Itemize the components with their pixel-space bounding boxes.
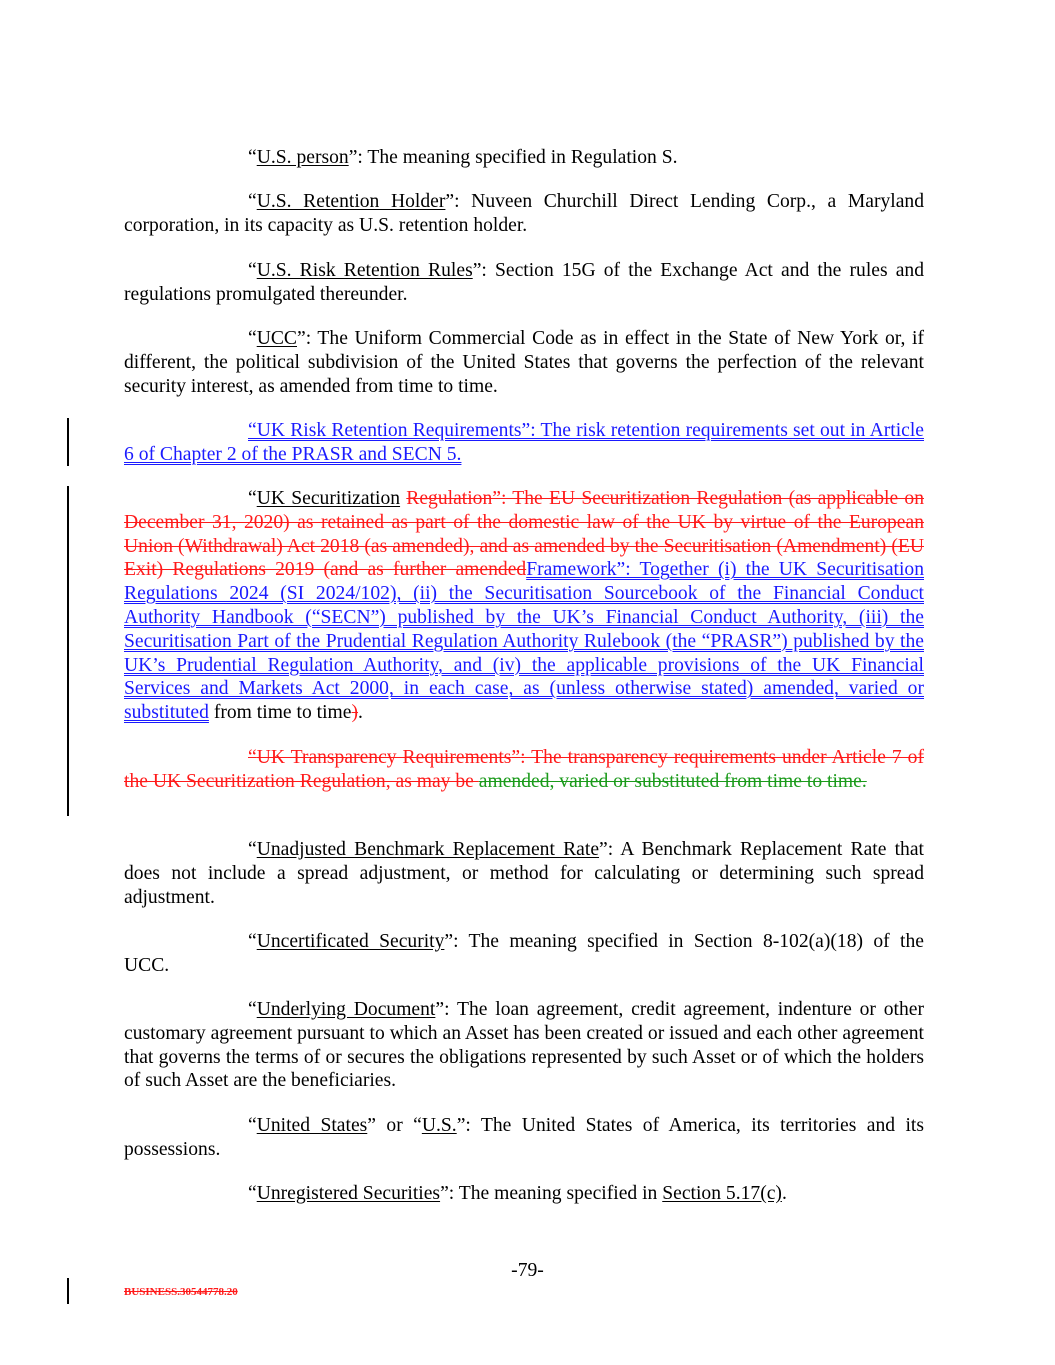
definition-underlying-document: “Underlying Document”: The loan agreement, credit agreement, indenture or other customary agreement pursuant to which an Asset has been created or issued and each other agreement that governs the terms of or secures the obligations represented by such Asset or of which the holders of such Asset are the beneficiaries.	[124, 999, 924, 1092]
term-ucc: UCC	[256, 328, 297, 349]
definition-uk-risk-retention-requirements	[124, 419, 924, 467]
inserted-text: Framework”: Together (i) the UK Securitisation Regulations 2024 (SI 2024/102), (ii) the Securitisation Sourcebook of the Financial Conduct Authority Handbook (“SECN”) published by the UK’s Financial Conduct Authority, (iii) the Securitisation Part of the Prudential Regulation Authority Rulebook (the “PRASR”) published by the UK’s Prudential Regulation Authority, and (iv) the applicable provisions of the UK Financial Services and Markets Act 2000, in each case, as (unless otherwise stated) amended, varied or substituted	[124, 559, 924, 724]
definition-unregistered-securities: “Unregistered Securities”: The meaning specified in Section 5.17(c).	[248, 1183, 787, 1204]
deleted-paren: )	[351, 702, 359, 724]
deleted-text: “UK Transparency Requirements”: The transparency requirements under Article 7 of the UK Securitization Regulation, as may be	[124, 747, 924, 792]
definition-us-person: “U.S. person”: The meaning specified in Regulation S.	[248, 147, 678, 168]
term-uk-securitization: UK Securitization	[256, 488, 401, 509]
page-number: -79-	[511, 1260, 544, 1281]
term-us-retention-holder: U.S. Retention Holder	[256, 191, 446, 212]
definition-us-retention-holder: “U.S. Retention Holder”: Nuveen Churchill Direct Lending Corp., a Maryland corporation, in its capacity as U.S. retention holder.	[124, 191, 925, 236]
definition-ucc: “UCC”: The Uniform Commercial Code as in effect in the State of New York or, if different, the political subdivision of the United States that governs the perfection of the relevant security interest, as amended from time to time.	[124, 328, 924, 397]
definition-uk-transparency-requirements	[124, 746, 924, 794]
term-united-states: United States	[256, 1115, 368, 1136]
definition-unadjusted-benchmark-replacement-rate: “Unadjusted Benchmark Replacement Rate”: A Benchmark Replacement Rate that does not include a spread adjustment, or method for calculating or determining such spread adjustment.	[124, 839, 924, 908]
term-us-person: U.S. person	[256, 147, 349, 168]
change-bar	[67, 1278, 69, 1304]
term-us-risk-retention-rules: U.S. Risk Retention Rules	[256, 260, 473, 281]
inserted-text: “UK Risk Retention Requirements”: The risk retention requirements set out in Article 6 of Chapter 2 of the PRASR and SECN 5.	[124, 420, 924, 465]
change-bar	[67, 716, 69, 816]
term-underlying-document: Underlying Document	[256, 999, 436, 1020]
definition-uk-securitization-framework: “UK Securitization Regulation”: The EU Securitization Regulation (as applicable on December 31, 2020) as retained as part of the domestic law of the UK by virtue of the European Union (Withdrawal) Act 2018 (as amended), and as amended by the Securitisation (Amendment) (EU Exit) Regulations 2019 (and as further amendedFramework”: Together (i) the UK Securitisation Regulations 2024 (SI 2024/102), (ii) the Securitisation Sourcebook of the Financial Conduct Authority Handbook (“SECN”) published by the UK’s Financial Conduct Authority, (iii) the Securitisation Part of the Prudential Regulation Authority Rulebook (the “PRASR”) published by the UK’s Prudential Regulation Authority, and (iv) the applicable provisions of the UK Financial Services and Markets Act 2000, in each case, as (unless otherwise stated) amended, varied or substituted from time to time).	[124, 488, 924, 724]
change-bar	[67, 418, 69, 466]
document-id: BUSINESS.30544778.20	[124, 1286, 238, 1298]
definition-united-states: “United States” or “U.S.”: The United States of America, its territories and its possessions.	[124, 1115, 924, 1160]
definition-us-risk-retention-rules: “U.S. Risk Retention Rules”: Section 15G of the Exchange Act and the rules and regulations promulgated thereunder.	[124, 260, 925, 305]
definition-uncertificated-security: “Uncertificated Security”: The meaning specified in Section 8-102(a)(18) of the UCC.	[124, 931, 924, 976]
moved-text: amended, varied or substituted from time to time.	[478, 770, 867, 792]
deleted-text: Regulation”: The EU Securitization Regulation (as applicable on December 31, 2020) as retained as part of the domestic law of the UK by virtue of the European Union (Withdrawal) Act 2018 (as amended), and as amended by the Securitisation (Amendment) (EU Exit) Regulations 2019 (and as further amended	[124, 488, 924, 581]
term-us: U.S.	[421, 1115, 457, 1136]
term-unregistered-securities: Unregistered Securities	[256, 1183, 441, 1204]
term-unadjusted-benchmark: Unadjusted Benchmark Replacement Rate	[256, 839, 600, 860]
term-uncertificated-security: Uncertificated Security	[256, 931, 445, 952]
section-reference-link[interactable]: Section 5.17(c)	[662, 1183, 782, 1204]
change-bar	[67, 486, 69, 722]
